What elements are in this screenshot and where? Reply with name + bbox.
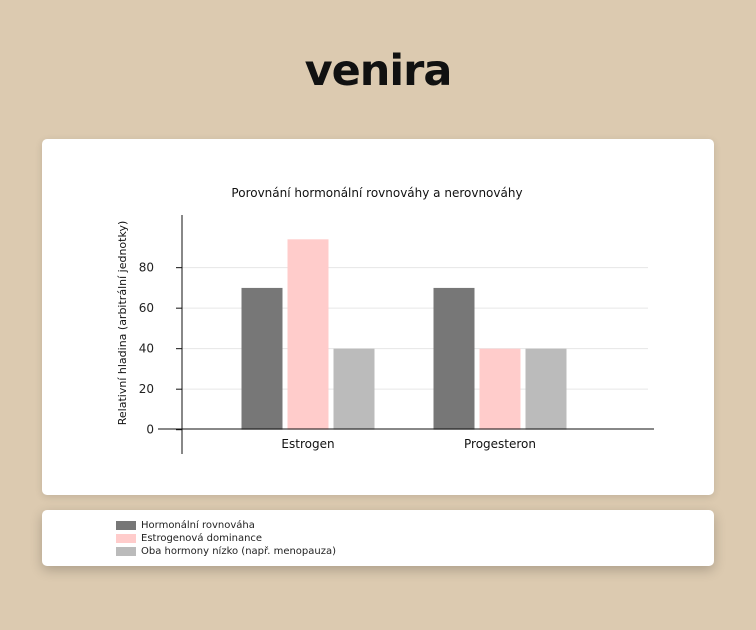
- y-tick-label: 20: [138, 382, 154, 397]
- y-axis-label: Relativní hladina (arbitrální jednotky): [116, 220, 129, 426]
- bar: [526, 349, 567, 430]
- y-tick-label: 40: [138, 341, 154, 356]
- bar-chart: [42, 139, 714, 495]
- bar: [434, 288, 475, 430]
- y-tick-label: 0: [146, 422, 154, 437]
- bar: [242, 288, 283, 430]
- bar: [480, 349, 521, 430]
- legend-label: Hormonální rovnováha: [141, 520, 255, 531]
- x-category-label: Estrogen: [281, 437, 335, 451]
- legend-item: [116, 532, 262, 545]
- bar: [288, 239, 329, 429]
- legend-label: Oba hormony nízko (např. menopauza): [141, 546, 337, 557]
- legend-label: Estrogenová dominance: [141, 533, 263, 544]
- chart-card: [42, 139, 714, 495]
- x-category-label: Progesteron: [464, 437, 536, 451]
- brand-logo: venira: [304, 46, 452, 96]
- legend-panel: [42, 510, 714, 566]
- legend-swatch: [116, 547, 136, 556]
- legend-item: [116, 519, 255, 532]
- y-tick-label: 60: [138, 301, 154, 316]
- chart-title: Porovnání hormonální rovnováhy a nerovnováhy: [231, 186, 523, 200]
- legend-item: [116, 545, 336, 558]
- legend-swatch: [116, 521, 136, 530]
- bar: [334, 349, 375, 430]
- legend-swatch: [116, 534, 136, 543]
- y-tick-label: 80: [138, 260, 154, 275]
